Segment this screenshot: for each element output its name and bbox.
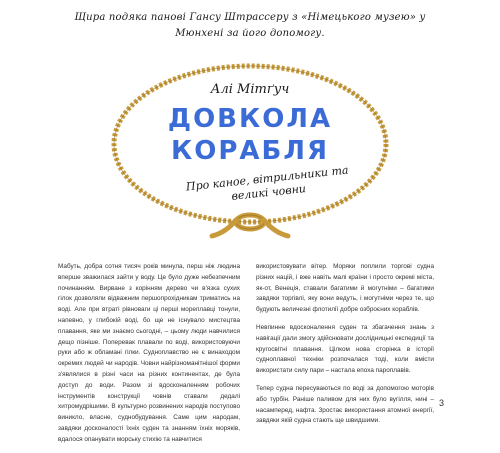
dedication-text: Щира подяка панові Гансу Штрассеру з «Німецького музею» у Мюнхені за його допомогу. xyxy=(74,12,426,39)
body-paragraph: Невпинне вдосконалення суден та збагачення знань з навігації дали змогу здійснювати дослідницькі експедиції та кругосвітні плавання. Цілком нова сторінка в історії судноплавної техніки розпочалася тоді, коли вмісти використати силу пари – настала епоха пароплавів. xyxy=(256,323,434,375)
book-subtitle: Про каное, вітрильники та великі човни xyxy=(185,163,350,203)
author-name: Алі Мітґуч xyxy=(210,82,290,97)
title-frame xyxy=(108,60,392,240)
book-title-line-2: КОРАБЛЯ xyxy=(171,136,329,166)
body-column-left xyxy=(58,262,240,453)
body-paragraph: Тепер судна пересуваються по воді за допомогою моторів або турбін. Раніше паливом для них було вугілля, нині – насамперед, нафта. Зростає використання атомної енергії, завдяки якій судна стають ще швидшими. xyxy=(256,384,434,425)
page-number: 3 xyxy=(438,398,444,408)
book-title-line-1: ДОВКОЛА xyxy=(167,104,333,134)
body-paragraph: використовувати вітер. Моряки поплили торгові судна різних націй, і вже навіть малі країни і просто окремі міста, як-от, Венеція, ставали багатими й могутніми – багатими завдяки торгівлі, яку вони ведуть, і могутніми через те, що будують величезні флотилії добре озброєних кораблів. xyxy=(256,263,434,314)
body-column-right xyxy=(256,262,434,434)
body-paragraph: Мабуть, добра сотня тисяч років минула, перш ніж людина вперше зважилася зайти у воду. Це було дуже небезпечним починанням. Вирване з корінням дерево чи в'язка сухих гілок дозволяли відважним першопрохідникам триматись на воді. Але при втраті рівноваги ці перші мореплавці тонули, напевно, у глибокій воді, бо ще не існувало мистецтва плавання, яке ми знаємо сьогодні, – цьому люди навчилися дещо пізніше. Поперевак плавали по воді, використовуючи руки або ж обламані гілки. Судноплавство не є винаходом окремих людей чи народів. Човни найрізноманітнішої форми з'являлися в різні часи на різних континентах, де була доступ до води. Разом зі вдосконаленням робочих інструментів конструкції човнів ставали дедалі хитромудрішими. В культурно розвинених народів поступово виникло, власне, суднобудування. Саме цим народам, завдяки досконалості їхніх суден та знанням їхніх моряків, вдалося опанувати морську стихію та навчитися xyxy=(58,263,240,443)
